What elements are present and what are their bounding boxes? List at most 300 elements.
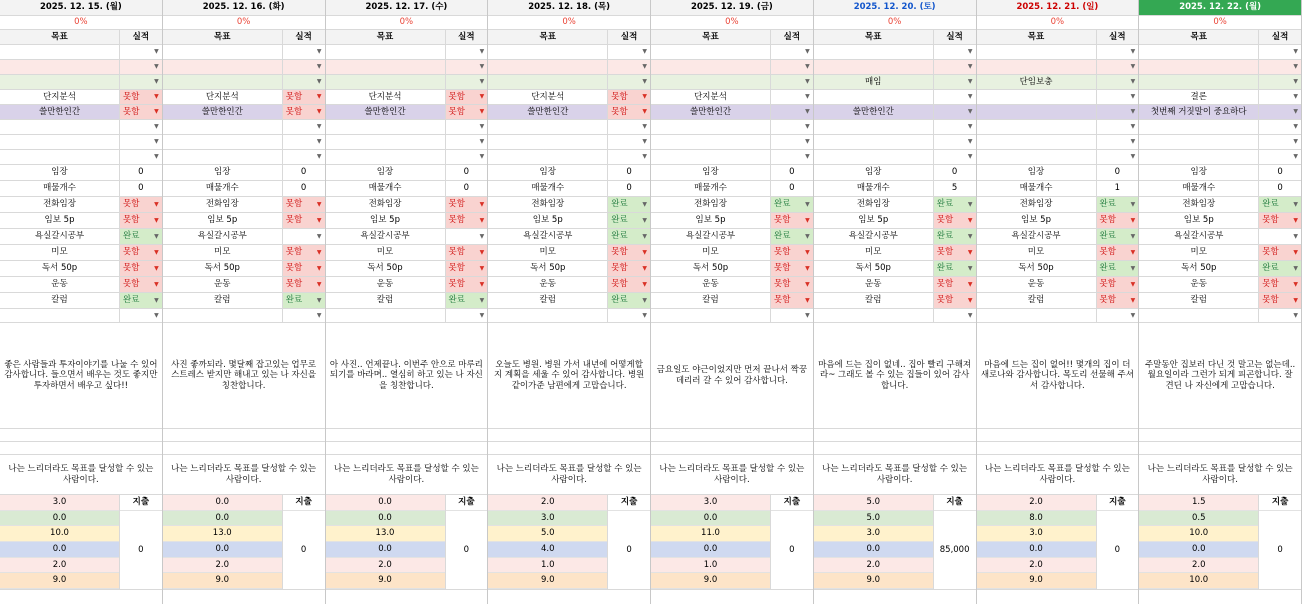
goal-cell[interactable] [814, 45, 934, 59]
empty-cell[interactable] [326, 429, 488, 441]
chevron-down-icon[interactable]: ▼ [316, 248, 322, 256]
task-status-dropdown[interactable] [934, 293, 976, 308]
goal-cell[interactable] [326, 60, 446, 74]
chevron-down-icon[interactable]: ▼ [154, 63, 159, 70]
goal-cell[interactable] [977, 120, 1097, 134]
result-dropdown[interactable] [1097, 90, 1139, 104]
empty-cell[interactable] [651, 442, 813, 454]
goal-cell[interactable] [814, 90, 934, 104]
chevron-down-icon[interactable]: ▼ [1293, 232, 1298, 240]
chevron-down-icon[interactable]: ▼ [1293, 280, 1298, 288]
affirmation-text[interactable]: 나는 느리더라도 목표를 달성할 수 있는 사람이다. [333, 463, 479, 485]
money-value[interactable]: 0.0 [163, 495, 282, 511]
goal-cell[interactable] [651, 135, 771, 149]
result-dropdown[interactable] [934, 135, 976, 149]
goal-cell[interactable] [0, 120, 120, 134]
chevron-down-icon[interactable]: ▼ [316, 48, 322, 55]
task-status-dropdown[interactable] [283, 293, 325, 308]
chevron-down-icon[interactable]: ▼ [316, 216, 322, 224]
result-dropdown[interactable] [446, 60, 488, 74]
task-status-dropdown[interactable] [934, 213, 976, 228]
result-dropdown[interactable] [771, 90, 813, 104]
goal-cell[interactable] [488, 135, 608, 149]
task-status-dropdown[interactable] [1097, 229, 1139, 244]
chevron-down-icon[interactable]: ▼ [967, 153, 973, 160]
chevron-down-icon[interactable]: ▼ [967, 108, 973, 115]
task-status-dropdown[interactable] [771, 293, 813, 308]
chevron-down-icon[interactable]: ▼ [1293, 48, 1298, 55]
money-value[interactable]: 3.0 [651, 495, 770, 511]
goal-cell[interactable]: 첫번째 거짓말이 중요하다 [1139, 105, 1259, 119]
task-status-dropdown[interactable] [1259, 229, 1301, 244]
result-dropdown[interactable] [446, 105, 488, 119]
goal-cell[interactable] [163, 120, 283, 134]
goal-cell[interactable]: 단지분석 [326, 90, 446, 104]
task-status-dropdown[interactable] [1097, 213, 1139, 228]
task-status-dropdown[interactable] [120, 293, 162, 308]
task-status-dropdown[interactable] [283, 261, 325, 276]
money-value[interactable]: 0.0 [0, 511, 119, 527]
chevron-down-icon[interactable]: ▼ [1293, 248, 1298, 256]
chevron-down-icon[interactable]: ▼ [1293, 200, 1298, 208]
task-status-dropdown[interactable] [120, 229, 162, 244]
chevron-down-icon[interactable]: ▼ [154, 248, 159, 256]
chevron-down-icon[interactable]: ▼ [316, 123, 322, 130]
blank-dropdown[interactable] [934, 309, 976, 322]
goal-cell[interactable]: 쓸만한인간 [326, 105, 446, 119]
chevron-down-icon[interactable]: ▼ [154, 296, 159, 304]
chevron-down-icon[interactable]: ▼ [479, 63, 485, 70]
goal-cell[interactable] [651, 45, 771, 59]
affirmation-text[interactable]: 나는 느리더라도 목표를 달성할 수 있는 사람이다. [171, 463, 317, 485]
goal-cell[interactable] [488, 120, 608, 134]
gratitude-note[interactable]: 마음에 드는 집이 없네.. 집아 빨리 구해져라~ 그래도 볼 수 있는 집들이 있어 감사합니다. [818, 359, 972, 391]
task-status-dropdown[interactable] [446, 293, 488, 308]
goal-cell[interactable] [651, 60, 771, 74]
gratitude-note[interactable]: 사진 좋까되라. 몇달째 잡고있는 업무로 스트레스 받지만 해내고 있는 나 자신을 칭찬합니다. [171, 359, 317, 391]
chevron-down-icon[interactable]: ▼ [642, 123, 647, 130]
chevron-down-icon[interactable]: ▼ [642, 108, 647, 115]
chevron-down-icon[interactable]: ▼ [479, 108, 485, 115]
chevron-down-icon[interactable]: ▼ [479, 153, 485, 160]
task-status-dropdown[interactable] [608, 197, 650, 212]
result-dropdown[interactable] [608, 135, 650, 149]
goal-cell[interactable] [326, 150, 446, 164]
gratitude-note[interactable]: 아 사진.. 언제끝나. 이번주 안으로 마루리 되기를 바라며.. 열심히 하고 있는 나 자신을 칭찬합니다. [329, 359, 483, 391]
chevron-down-icon[interactable]: ▼ [479, 200, 485, 208]
result-dropdown[interactable] [120, 120, 162, 134]
task-status-dropdown[interactable] [771, 213, 813, 228]
chevron-down-icon[interactable]: ▼ [967, 138, 973, 145]
task-status-dropdown[interactable] [608, 293, 650, 308]
chevron-down-icon[interactable]: ▼ [1293, 93, 1298, 100]
blank-cell[interactable] [651, 309, 771, 322]
empty-cell[interactable] [1139, 429, 1301, 441]
chevron-down-icon[interactable]: ▼ [316, 296, 322, 304]
task-status-dropdown[interactable] [1097, 277, 1139, 292]
date-header[interactable]: 2025. 12. 19. (금) [651, 0, 813, 15]
gratitude-note[interactable]: 금요일도 야근이었지만 먼저 끝나서 짝꿍 데리러 갈 수 있어 감사합니다. [656, 364, 808, 386]
result-dropdown[interactable] [446, 75, 488, 89]
date-header[interactable]: 2025. 12. 22. (월) [1139, 0, 1301, 15]
result-dropdown[interactable] [608, 45, 650, 59]
chevron-down-icon[interactable]: ▼ [1130, 216, 1136, 224]
chevron-down-icon[interactable]: ▼ [479, 78, 485, 85]
goal-cell[interactable] [163, 60, 283, 74]
blank-cell[interactable] [0, 309, 120, 322]
task-status-dropdown[interactable] [120, 213, 162, 228]
blank-dropdown[interactable] [771, 309, 813, 322]
chevron-down-icon[interactable]: ▼ [154, 280, 159, 288]
task-status-dropdown[interactable] [446, 245, 488, 260]
result-dropdown[interactable] [608, 105, 650, 119]
result-dropdown[interactable] [1097, 60, 1139, 74]
blank-cell[interactable] [977, 309, 1097, 322]
task-count[interactable]: 0 [300, 167, 307, 178]
goal-cell[interactable] [651, 120, 771, 134]
chevron-down-icon[interactable]: ▼ [316, 311, 322, 319]
goal-cell[interactable] [977, 135, 1097, 149]
task-status-dropdown[interactable] [608, 229, 650, 244]
task-count[interactable]: 0 [463, 183, 470, 194]
blank-cell[interactable] [163, 309, 283, 322]
goal-cell[interactable] [1139, 60, 1259, 74]
money-value[interactable]: 5.0 [814, 495, 933, 511]
chevron-down-icon[interactable]: ▼ [642, 138, 647, 145]
empty-cell[interactable] [326, 442, 488, 454]
result-dropdown[interactable] [934, 150, 976, 164]
goal-cell[interactable]: 매임 [814, 75, 934, 89]
chevron-down-icon[interactable]: ▼ [642, 93, 647, 100]
empty-cell[interactable] [488, 429, 650, 441]
empty-cell[interactable] [163, 429, 325, 441]
money-value[interactable]: 8.0 [977, 511, 1096, 527]
money-value[interactable]: 2.0 [326, 558, 445, 574]
chevron-down-icon[interactable]: ▼ [805, 296, 810, 304]
money-value[interactable]: 13.0 [163, 526, 282, 542]
money-value[interactable]: 2.0 [0, 558, 119, 574]
goal-cell[interactable] [163, 135, 283, 149]
goal-cell[interactable] [488, 75, 608, 89]
task-status-dropdown[interactable] [934, 261, 976, 276]
money-value[interactable]: 13.0 [326, 526, 445, 542]
chevron-down-icon[interactable]: ▼ [642, 78, 647, 85]
expense-amount[interactable]: 0 [626, 544, 632, 555]
date-header[interactable]: 2025. 12. 20. (토) [814, 0, 976, 15]
goal-cell[interactable]: 쓸만한인간 [163, 105, 283, 119]
chevron-down-icon[interactable]: ▼ [805, 280, 810, 288]
result-dropdown[interactable] [283, 150, 325, 164]
task-count[interactable]: 0 [1277, 167, 1283, 178]
money-value[interactable]: 2.0 [488, 495, 607, 511]
expense-amount[interactable]: 0 [789, 544, 795, 555]
result-dropdown[interactable] [771, 60, 813, 74]
chevron-down-icon[interactable]: ▼ [805, 48, 810, 55]
result-dropdown[interactable] [1097, 135, 1139, 149]
money-value[interactable]: 9.0 [814, 573, 933, 589]
goal-cell[interactable]: 단지분석 [163, 90, 283, 104]
chevron-down-icon[interactable]: ▼ [805, 232, 810, 240]
chevron-down-icon[interactable]: ▼ [1293, 296, 1298, 304]
money-value[interactable]: 1.0 [651, 558, 770, 574]
chevron-down-icon[interactable]: ▼ [316, 264, 322, 272]
chevron-down-icon[interactable]: ▼ [967, 200, 973, 208]
goal-cell[interactable] [163, 75, 283, 89]
money-value[interactable]: 9.0 [163, 573, 282, 589]
empty-cell[interactable] [977, 429, 1139, 441]
task-status-dropdown[interactable] [608, 213, 650, 228]
task-count[interactable]: 0 [138, 167, 144, 178]
chevron-down-icon[interactable]: ▼ [967, 93, 973, 100]
task-status-dropdown[interactable] [446, 197, 488, 212]
goal-cell[interactable]: 쓸만한인간 [814, 105, 934, 119]
money-value[interactable]: 0.5 [1139, 511, 1258, 527]
chevron-down-icon[interactable]: ▼ [154, 311, 159, 319]
task-status-dropdown[interactable] [283, 197, 325, 212]
expense-amount[interactable]: 0 [138, 544, 144, 555]
result-dropdown[interactable] [771, 105, 813, 119]
chevron-down-icon[interactable]: ▼ [479, 138, 485, 145]
chevron-down-icon[interactable]: ▼ [642, 264, 647, 272]
result-dropdown[interactable] [934, 60, 976, 74]
chevron-down-icon[interactable]: ▼ [1130, 264, 1136, 272]
goal-cell[interactable] [326, 75, 446, 89]
chevron-down-icon[interactable]: ▼ [316, 153, 322, 160]
blank-cell[interactable] [326, 309, 446, 322]
money-value[interactable]: 2.0 [163, 558, 282, 574]
chevron-down-icon[interactable]: ▼ [154, 232, 159, 240]
goal-cell[interactable] [0, 75, 120, 89]
result-dropdown[interactable] [771, 75, 813, 89]
goal-cell[interactable] [0, 45, 120, 59]
chevron-down-icon[interactable]: ▼ [1130, 153, 1136, 160]
chevron-down-icon[interactable]: ▼ [642, 200, 647, 208]
chevron-down-icon[interactable]: ▼ [805, 78, 810, 85]
task-status-dropdown[interactable] [934, 245, 976, 260]
chevron-down-icon[interactable]: ▼ [967, 311, 973, 319]
task-status-dropdown[interactable] [283, 213, 325, 228]
money-value[interactable]: 9.0 [488, 573, 607, 589]
chevron-down-icon[interactable]: ▼ [154, 200, 159, 208]
result-dropdown[interactable] [120, 75, 162, 89]
result-dropdown[interactable] [1097, 45, 1139, 59]
result-dropdown[interactable] [934, 45, 976, 59]
goal-cell[interactable] [163, 150, 283, 164]
chevron-down-icon[interactable]: ▼ [642, 216, 647, 224]
money-value[interactable]: 0.0 [326, 542, 445, 558]
chevron-down-icon[interactable]: ▼ [479, 123, 485, 130]
blank-cell[interactable] [488, 309, 608, 322]
task-status-dropdown[interactable] [446, 277, 488, 292]
money-value[interactable]: 0.0 [326, 495, 445, 511]
task-status-dropdown[interactable] [1259, 213, 1301, 228]
chevron-down-icon[interactable]: ▼ [1130, 108, 1136, 115]
task-count[interactable]: 0 [463, 167, 470, 178]
chevron-down-icon[interactable]: ▼ [479, 296, 485, 304]
chevron-down-icon[interactable]: ▼ [479, 248, 485, 256]
task-status-dropdown[interactable] [1259, 293, 1301, 308]
result-dropdown[interactable] [934, 120, 976, 134]
result-dropdown[interactable] [1259, 75, 1301, 89]
goal-cell[interactable] [651, 75, 771, 89]
date-header[interactable]: 2025. 12. 18. (목) [488, 0, 650, 15]
goal-cell[interactable] [1139, 135, 1259, 149]
chevron-down-icon[interactable]: ▼ [967, 280, 973, 288]
money-value[interactable]: 2.0 [1139, 558, 1258, 574]
task-status-dropdown[interactable] [608, 277, 650, 292]
goal-cell[interactable] [814, 135, 934, 149]
chevron-down-icon[interactable]: ▼ [1293, 264, 1298, 272]
task-status-dropdown[interactable] [120, 277, 162, 292]
task-count[interactable]: 5 [951, 183, 958, 194]
chevron-down-icon[interactable]: ▼ [154, 216, 159, 224]
empty-cell[interactable] [977, 442, 1139, 454]
empty-cell[interactable] [0, 442, 162, 454]
result-dropdown[interactable] [1097, 150, 1139, 164]
task-status-dropdown[interactable] [608, 245, 650, 260]
goal-cell[interactable] [488, 60, 608, 74]
chevron-down-icon[interactable]: ▼ [1293, 123, 1298, 130]
task-status-dropdown[interactable] [446, 261, 488, 276]
chevron-down-icon[interactable]: ▼ [1293, 108, 1298, 115]
result-dropdown[interactable] [1259, 105, 1301, 119]
result-dropdown[interactable] [120, 90, 162, 104]
task-status-dropdown[interactable] [446, 229, 488, 244]
result-dropdown[interactable] [120, 105, 162, 119]
chevron-down-icon[interactable]: ▼ [805, 153, 810, 160]
task-count[interactable]: 0 [789, 183, 795, 194]
chevron-down-icon[interactable]: ▼ [1130, 93, 1136, 100]
chevron-down-icon[interactable]: ▼ [805, 108, 810, 115]
chevron-down-icon[interactable]: ▼ [316, 63, 322, 70]
goal-cell[interactable]: 단지분석 [0, 90, 120, 104]
affirmation-text[interactable]: 나는 느리더라도 목표를 달성할 수 있는 사람이다. [1147, 463, 1293, 485]
chevron-down-icon[interactable]: ▼ [154, 138, 159, 145]
expense-amount[interactable]: 0 [463, 544, 470, 555]
empty-cell[interactable] [488, 442, 650, 454]
result-dropdown[interactable] [1259, 90, 1301, 104]
chevron-down-icon[interactable]: ▼ [154, 93, 159, 100]
task-status-dropdown[interactable] [446, 213, 488, 228]
task-status-dropdown[interactable] [934, 197, 976, 212]
blank-dropdown[interactable] [120, 309, 162, 322]
chevron-down-icon[interactable]: ▼ [1293, 63, 1298, 70]
task-status-dropdown[interactable] [283, 229, 325, 244]
chevron-down-icon[interactable]: ▼ [1293, 78, 1298, 85]
task-status-dropdown[interactable] [1259, 261, 1301, 276]
task-status-dropdown[interactable] [1097, 261, 1139, 276]
goal-cell[interactable] [814, 120, 934, 134]
result-dropdown[interactable] [771, 150, 813, 164]
money-value[interactable]: 3.0 [0, 495, 119, 511]
chevron-down-icon[interactable]: ▼ [154, 78, 159, 85]
result-dropdown[interactable] [283, 120, 325, 134]
task-status-dropdown[interactable] [771, 261, 813, 276]
money-value[interactable]: 2.0 [977, 558, 1096, 574]
goal-cell[interactable] [326, 135, 446, 149]
money-value[interactable]: 0.0 [1139, 542, 1258, 558]
money-value[interactable]: 5.0 [488, 526, 607, 542]
result-dropdown[interactable] [446, 90, 488, 104]
chevron-down-icon[interactable]: ▼ [479, 93, 485, 100]
goal-cell[interactable] [0, 150, 120, 164]
result-dropdown[interactable] [446, 135, 488, 149]
blank-dropdown[interactable] [608, 309, 650, 322]
chevron-down-icon[interactable]: ▼ [642, 248, 647, 256]
chevron-down-icon[interactable]: ▼ [1130, 248, 1136, 256]
chevron-down-icon[interactable]: ▼ [967, 248, 973, 256]
result-dropdown[interactable] [608, 75, 650, 89]
date-header[interactable]: 2025. 12. 15. (월) [0, 0, 162, 15]
goal-cell[interactable] [1139, 75, 1259, 89]
chevron-down-icon[interactable]: ▼ [642, 232, 647, 240]
goal-cell[interactable]: 결론 [1139, 90, 1259, 104]
result-dropdown[interactable] [934, 75, 976, 89]
chevron-down-icon[interactable]: ▼ [479, 232, 485, 240]
chevron-down-icon[interactable]: ▼ [154, 264, 159, 272]
money-value[interactable]: 1.5 [1139, 495, 1258, 511]
chevron-down-icon[interactable]: ▼ [316, 232, 322, 240]
chevron-down-icon[interactable]: ▼ [1130, 232, 1136, 240]
chevron-down-icon[interactable]: ▼ [805, 200, 810, 208]
result-dropdown[interactable] [934, 90, 976, 104]
chevron-down-icon[interactable]: ▼ [154, 48, 159, 55]
result-dropdown[interactable] [283, 90, 325, 104]
task-status-dropdown[interactable] [283, 277, 325, 292]
goal-cell[interactable] [326, 45, 446, 59]
task-count[interactable]: 0 [300, 183, 307, 194]
money-value[interactable]: 9.0 [977, 573, 1096, 589]
chevron-down-icon[interactable]: ▼ [805, 138, 810, 145]
chevron-down-icon[interactable]: ▼ [642, 153, 647, 160]
money-value[interactable]: 0.0 [651, 511, 770, 527]
task-status-dropdown[interactable] [771, 229, 813, 244]
date-header[interactable]: 2025. 12. 17. (수) [326, 0, 488, 15]
goal-cell[interactable]: 쓸만한인간 [488, 105, 608, 119]
task-status-dropdown[interactable] [283, 245, 325, 260]
result-dropdown[interactable] [120, 45, 162, 59]
goal-cell[interactable] [977, 60, 1097, 74]
blank-cell[interactable] [1139, 309, 1259, 322]
empty-cell[interactable] [0, 429, 162, 441]
chevron-down-icon[interactable]: ▼ [316, 78, 322, 85]
result-dropdown[interactable] [446, 120, 488, 134]
chevron-down-icon[interactable]: ▼ [642, 296, 647, 304]
chevron-down-icon[interactable]: ▼ [479, 280, 485, 288]
chevron-down-icon[interactable]: ▼ [642, 311, 647, 319]
chevron-down-icon[interactable]: ▼ [967, 264, 973, 272]
money-value[interactable]: 0.0 [651, 542, 770, 558]
chevron-down-icon[interactable]: ▼ [1130, 138, 1136, 145]
chevron-down-icon[interactable]: ▼ [316, 280, 322, 288]
chevron-down-icon[interactable]: ▼ [316, 138, 322, 145]
gratitude-note[interactable]: 오늘도 병원. 병원 가서 내년에 어떻게할지 계획을 세울 수 있어 감사합니다. 병원같이가준 남편에게 고맙습니다. [493, 359, 645, 391]
goal-cell[interactable]: 쓸만한인간 [651, 105, 771, 119]
chevron-down-icon[interactable]: ▼ [805, 248, 810, 256]
chevron-down-icon[interactable]: ▼ [967, 123, 973, 130]
chevron-down-icon[interactable]: ▼ [805, 264, 810, 272]
chevron-down-icon[interactable]: ▼ [479, 216, 485, 224]
result-dropdown[interactable] [1259, 135, 1301, 149]
task-count[interactable]: 0 [626, 183, 632, 194]
chevron-down-icon[interactable]: ▼ [967, 48, 973, 55]
money-value[interactable]: 4.0 [488, 542, 607, 558]
chevron-down-icon[interactable]: ▼ [1293, 216, 1298, 224]
goal-cell[interactable] [651, 150, 771, 164]
goal-cell[interactable]: 단지분석 [488, 90, 608, 104]
gratitude-note[interactable]: 마음에 드는 집이 없어!! 몇개의 집이 더 새로나와 감사합니다. 목도리 선물해 주셔서 감사합니다. [980, 359, 1134, 391]
result-dropdown[interactable] [1259, 60, 1301, 74]
